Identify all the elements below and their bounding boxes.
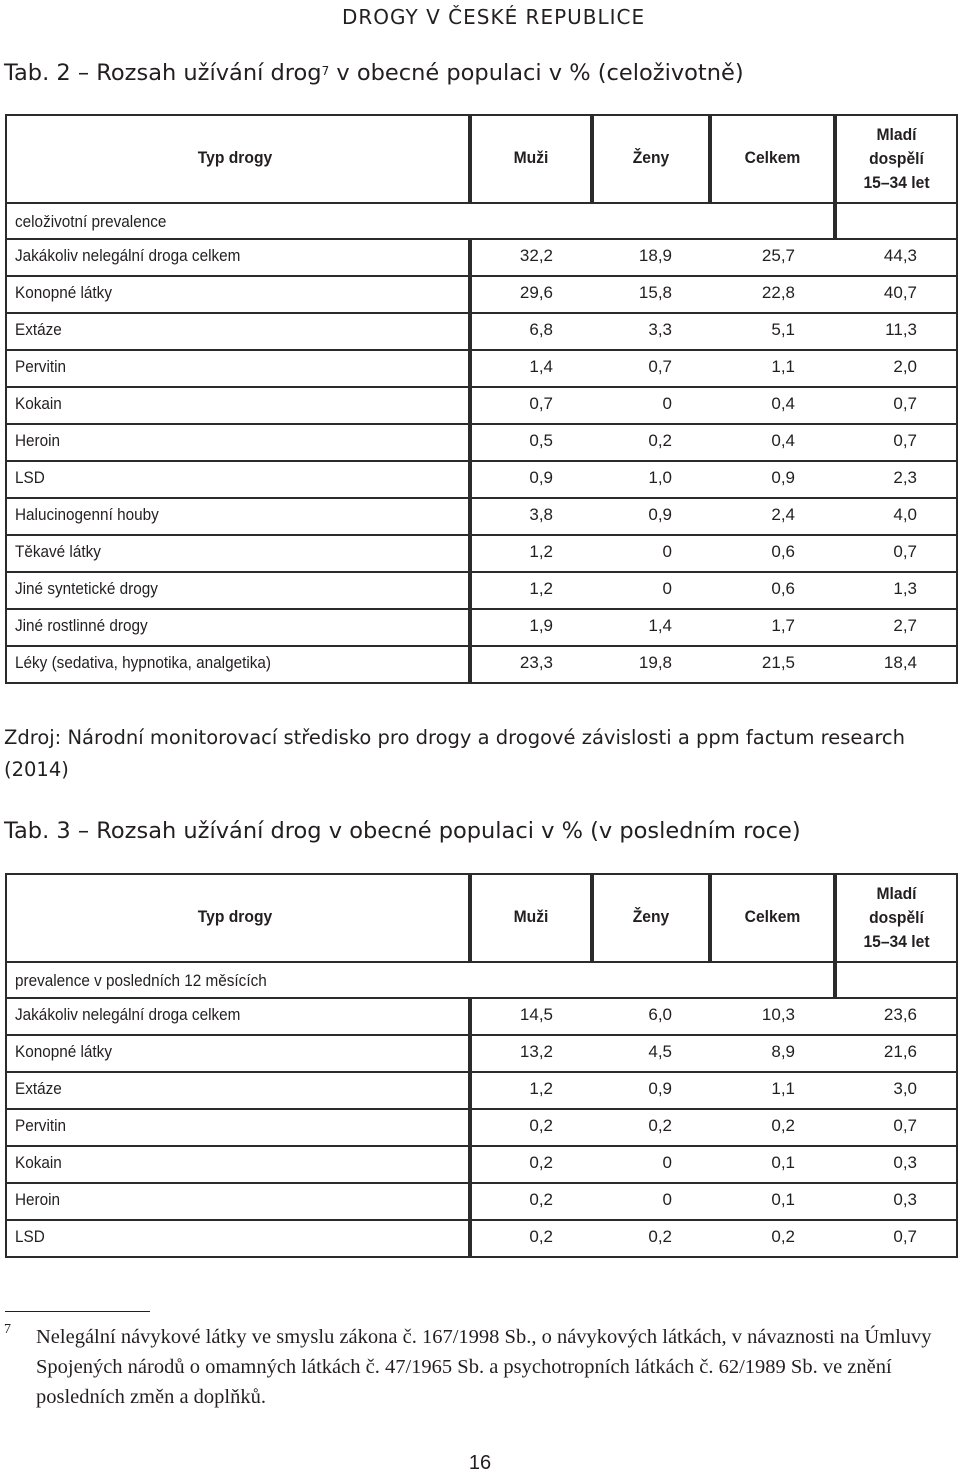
cell-value-celkem: 0,1 <box>771 1190 795 1209</box>
column-header-mladi-dospeli <box>840 882 953 954</box>
cell-value-muzi: 0,2 <box>529 1153 553 1172</box>
cell-value-mladi: 0,7 <box>893 1116 917 1135</box>
section-label: prevalence v posledních 12 měsících <box>15 971 267 990</box>
row-label-cell <box>5 1108 470 1147</box>
cell-value-zeny: 0,7 <box>648 357 672 376</box>
running-head: DROGY V ČESKÉ REPUBLICE <box>342 5 646 29</box>
cell-value-zeny: 6,0 <box>648 1005 672 1024</box>
cell-value-celkem: 0,6 <box>771 579 795 598</box>
cell-value-mladi: 18,4 <box>883 653 917 672</box>
cell-value-zeny: 0,2 <box>648 431 672 450</box>
table3-dash: – <box>77 818 90 844</box>
cell-value-celkem: 0,4 <box>771 431 795 450</box>
cell-value-mladi: 0,3 <box>893 1190 917 1209</box>
column-header-line: 15–34 let <box>863 173 930 192</box>
row-label: LSD <box>15 1227 45 1246</box>
cell-value-mladi: 40,7 <box>883 283 917 302</box>
cell-value-muzi: 0,2 <box>529 1190 553 1209</box>
cell-value-muzi: 32,2 <box>519 246 553 265</box>
cell-value-muzi: 1,2 <box>529 542 553 561</box>
row-label: Jakákoliv nelegální droga celkem <box>15 246 241 265</box>
cell-value-muzi: 1,4 <box>529 357 553 376</box>
column-header-mladi-dospeli <box>840 123 953 195</box>
cell-value-muzi: 0,2 <box>529 1227 553 1246</box>
cell-value-mladi: 0,7 <box>893 431 917 450</box>
cell-value-mladi: 4,0 <box>893 505 917 524</box>
cell-value-celkem: 1,1 <box>771 1079 795 1098</box>
cell-value-mladi: 0,7 <box>893 394 917 413</box>
column-header-typ-drogy: Typ drogy <box>197 148 273 167</box>
cell-value-mladi: 2,7 <box>893 616 917 635</box>
row-label-cell <box>5 349 470 388</box>
cell-value-zeny: 3,3 <box>648 320 672 339</box>
row-label: Extáze <box>15 1079 62 1098</box>
cell-value-zeny: 0,9 <box>648 505 672 524</box>
row-label: Pervitin <box>15 1116 67 1135</box>
table2 <box>5 114 958 682</box>
footnote-rule <box>5 1311 150 1312</box>
table2-caption-end: v obecné populaci v % (celoživotně) <box>336 60 744 86</box>
cell-value-muzi: 29,6 <box>519 283 553 302</box>
row-label-cell <box>5 1145 470 1184</box>
row-label: Konopné látky <box>15 283 112 302</box>
column-header-zeny: Ženy <box>632 907 670 926</box>
column-header-typ-drogy: Typ drogy <box>197 907 273 926</box>
column-header-muzi: Muži <box>513 907 549 926</box>
row-label: Halucinogenní houby <box>15 505 159 524</box>
cell-value-mladi: 2,0 <box>893 357 917 376</box>
cell-value-mladi: 44,3 <box>883 246 917 265</box>
cell-value-zeny: 0 <box>662 394 672 413</box>
cell-value-mladi: 0,7 <box>893 542 917 561</box>
cell-value-celkem: 0,2 <box>771 1116 795 1135</box>
cell-value-celkem: 1,7 <box>771 616 795 635</box>
row-label: Jiné syntetické drogy <box>15 579 158 598</box>
cell-value-zeny: 18,9 <box>638 246 672 265</box>
cell-value-muzi: 1,2 <box>529 1079 553 1098</box>
cell-value-mladi: 11,3 <box>885 320 917 339</box>
cell-value-mladi: 21,6 <box>883 1042 917 1061</box>
table3-tab-label: Tab. 3 <box>4 818 71 844</box>
row-label: Heroin <box>15 431 61 450</box>
cell-value-muzi: 13,2 <box>519 1042 553 1061</box>
cell-value-muzi: 1,9 <box>529 616 553 635</box>
cell-value-celkem: 0,1 <box>771 1153 795 1172</box>
cell-value-zeny: 1,0 <box>648 468 672 487</box>
column-header-line: 15–34 let <box>863 932 930 951</box>
row-label-cell <box>5 1071 470 1110</box>
cell-value-celkem: 1,1 <box>771 357 795 376</box>
row-label: Kokain <box>15 1153 62 1172</box>
table2-dash: – <box>77 60 90 86</box>
row-label-cell <box>5 386 470 425</box>
row-label: Léky (sedativa, hypnotika, analgetika) <box>15 653 272 672</box>
cell-value-celkem: 2,4 <box>771 505 795 524</box>
cell-value-zeny: 1,4 <box>648 616 672 635</box>
row-label-cell <box>5 1219 470 1258</box>
row-label: Kokain <box>15 394 62 413</box>
row-label: Konopné látky <box>15 1042 112 1061</box>
row-label: LSD <box>15 468 45 487</box>
row-label-cell <box>5 312 470 351</box>
cell-value-zeny: 0 <box>662 542 672 561</box>
cell-value-muzi: 23,3 <box>519 653 553 672</box>
column-header-celkem: Celkem <box>744 148 801 167</box>
cell-value-zeny: 19,8 <box>638 653 672 672</box>
cell-value-muzi: 0,9 <box>529 468 553 487</box>
table2-caption <box>4 60 744 86</box>
row-label: Heroin <box>15 1190 61 1209</box>
cell-value-muzi: 14,5 <box>519 1005 553 1024</box>
column-header-line: dospělí <box>869 149 924 168</box>
cell-value-zeny: 0,2 <box>648 1116 672 1135</box>
column-header-line: dospělí <box>869 908 924 927</box>
cell-value-mladi: 0,7 <box>893 1227 917 1246</box>
page-number: 16 <box>468 1452 492 1474</box>
cell-value-muzi: 0,7 <box>529 394 553 413</box>
cell-value-mladi: 0,3 <box>893 1153 917 1172</box>
cell-value-mladi: 23,6 <box>883 1005 917 1024</box>
column-header-celkem: Celkem <box>744 907 801 926</box>
row-label: Jiné rostlinné drogy <box>15 616 148 635</box>
column-header-line: Mladí <box>876 125 917 144</box>
footnote-text: Nelegální návykové látky ve smyslu zákona č. 167/1998 Sb., o návykových látkách, v návaznosti na Úmluvy Spojených národů o omamných látkách č. 47/1965 Sb. a psychotropních látkách č. 62/1989 Sb. ve znění posledních změn a doplňků. <box>36 1326 932 1408</box>
column-header-zeny: Ženy <box>632 148 670 167</box>
footnote-mark: 7 <box>4 1322 11 1337</box>
cell-value-celkem: 0,9 <box>771 468 795 487</box>
column-header-line: Mladí <box>876 884 917 903</box>
cell-value-mladi: 3,0 <box>893 1079 917 1098</box>
cell-value-celkem: 21,5 <box>761 653 795 672</box>
footnote-ref: 7 <box>321 64 330 78</box>
row-label: Pervitin <box>15 357 67 376</box>
cell-value-zeny: 0 <box>662 1153 672 1172</box>
cell-value-zeny: 15,8 <box>638 283 672 302</box>
column-header-muzi: Muži <box>513 148 549 167</box>
cell-value-celkem: 25,7 <box>761 246 795 265</box>
cell-value-celkem: 0,4 <box>771 394 795 413</box>
source-note: Zdroj: Národní monitorovací středisko pro drogy a drogové závislosti a ppm factum research (2014) <box>4 726 906 781</box>
section-label: celoživotní prevalence <box>15 212 167 231</box>
cell-value-zeny: 0 <box>662 1190 672 1209</box>
cell-value-zeny: 0 <box>662 579 672 598</box>
cell-value-celkem: 0,2 <box>771 1227 795 1246</box>
cell-value-celkem: 0,6 <box>771 542 795 561</box>
cell-value-mladi: 1,3 <box>893 579 917 598</box>
table3-caption <box>4 818 801 844</box>
cell-value-mladi: 2,3 <box>893 468 917 487</box>
cell-value-muzi: 1,2 <box>529 579 553 598</box>
cell-value-muzi: 0,2 <box>529 1116 553 1135</box>
row-label-cell <box>5 1182 470 1221</box>
cell-value-muzi: 6,8 <box>529 320 553 339</box>
row-label: Jakákoliv nelegální droga celkem <box>15 1005 241 1024</box>
section-cell <box>835 961 958 999</box>
row-label-cell <box>5 423 470 462</box>
table3 <box>5 873 958 1256</box>
row-label-cell <box>5 460 470 499</box>
cell-value-muzi: 0,5 <box>529 431 553 450</box>
row-label: Extáze <box>15 320 62 339</box>
cell-value-muzi: 3,8 <box>529 505 553 524</box>
cell-value-celkem: 22,8 <box>761 283 795 302</box>
cell-value-celkem: 8,9 <box>771 1042 795 1061</box>
cell-value-zeny: 0,9 <box>648 1079 672 1098</box>
section-cell <box>835 202 958 240</box>
table2-caption-text: Rozsah užívání drog <box>96 60 322 86</box>
table3-caption-text: Rozsah užívání drog v obecné populaci v % (v posledním roce) <box>96 818 801 844</box>
cell-value-celkem: 5,1 <box>771 320 795 339</box>
cell-value-zeny: 4,5 <box>648 1042 672 1061</box>
table2-tab-label: Tab. 2 <box>4 60 71 86</box>
cell-value-celkem: 10,3 <box>761 1005 795 1024</box>
cell-value-zeny: 0,2 <box>648 1227 672 1246</box>
row-label: Těkavé látky <box>15 542 101 561</box>
